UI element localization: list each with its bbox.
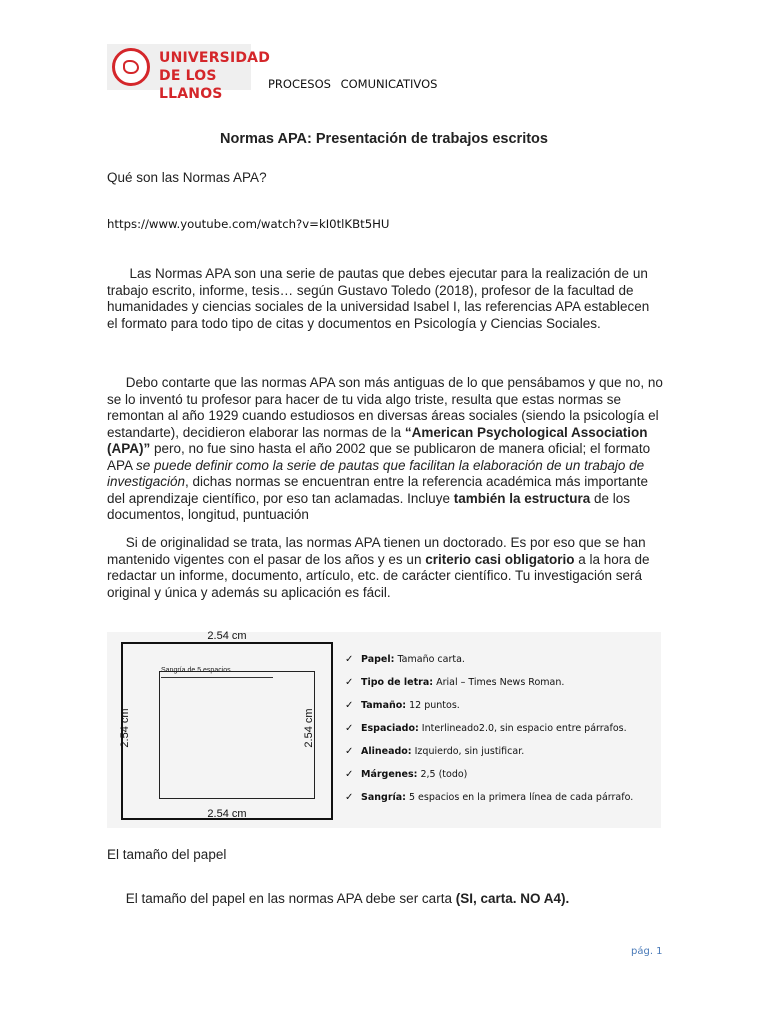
university-logo [107,44,271,102]
apa-format-figure [107,632,661,828]
check-icon: ✓ [345,677,354,688]
item-value: Tamaño carta. [394,654,465,665]
list-item [345,769,633,792]
item-label: Tipo de letra: [361,677,434,688]
logo-text [159,49,270,103]
paragraph-4 [107,891,663,908]
page-number: pág. 1 [631,946,663,957]
item-value: 2,5 (todo) [417,769,468,780]
logo-line-2: DE LOS LLANOS [159,68,223,102]
p2-text-c: pero, no fue sino hasta el año 2002 que se publicaron de manera oficial; el formato APA [107,441,651,473]
check-icon: ✓ [345,700,354,711]
item-value: Izquierdo, sin justificar. [411,746,525,757]
p2-structure: también la estructura [453,490,591,506]
list-item [345,677,633,700]
p2-definition: se puede definir como la serie de pautas que facilitan la elaboración de un trabajo de investigación [107,457,645,489]
p2-text-a: Debo contarte que las normas APA son más antiguas de lo que pensábamos y que no, no se lo inventó tu profesor para hacer de tu vida algo triste, resulta que estas normas se remontan al año 1929 cuando estudiosos en diversas áreas sociales (siendo la psicología el estandarte), decidieron elaborar las normas de la [107,375,663,440]
university-seal-icon [112,48,150,86]
p2-apa-name: “American Psychological Association (APA)” [107,424,648,456]
p4-emphasis: (SI, carta. NO A4). [455,891,570,906]
item-value: Interlineado2.0, sin espacio entre párrafos. [418,723,627,734]
list-item [345,654,633,677]
item-label: Espaciado: [361,723,419,734]
list-item [345,700,633,723]
check-icon: ✓ [345,792,354,803]
paragraph-3 [107,535,663,601]
indent-label: Sangría de 5 espacios. [161,667,233,674]
format-checklist [345,654,633,815]
margin-left-label: 2.54 cm [119,708,131,748]
check-icon: ✓ [345,723,354,734]
margin-right-label: 2.54 cm [303,708,315,748]
list-item [345,723,633,746]
item-label: Alineado: [361,746,412,757]
item-value: 5 espacios en la primera línea de cada párrafo. [405,792,634,803]
item-value: 12 puntos. [406,700,460,711]
margin-bottom-label: 2.54 cm [207,808,247,820]
item-label: Tamaño: [361,700,407,711]
logo-line-1: UNIVERSIDAD [159,50,271,66]
item-label: Sangría: [361,792,406,803]
margin-area [159,671,315,799]
item-label: Márgenes: [361,769,418,780]
p4-text-a: El tamaño del papel en las normas APA debe ser carta [107,891,456,906]
course-name: PROCESOS COMUNICATIVOS [268,77,438,91]
item-value: Arial – Times News Roman. [433,677,565,688]
p2-text-g: de los documentos, longitud, puntuación [107,490,631,522]
section-question: Qué son las Normas APA? [107,170,267,185]
margin-top-label: 2.54 cm [207,630,247,642]
paragraph-2 [107,375,663,524]
paragraph-1: Las Normas APA son una serie de pautas que debes ejecutar para la realización de un trabajo escrito, informe, tesis… según Gustavo Toledo (2018), profesor de la facultad de humanidades y ciencias sociales de la universidad Isabel I, las referencias APA establecen el formato para todo tipo de citas y documentos en Psicología y Ciencias Sociales. [107,266,650,331]
p2-text-e: , dichas normas se encuentran entre la referencia académica más importante del aprendizaje científico, por eso tan aclamadas. Incluye [107,474,649,506]
p3-criterio: criterio casi obligatorio [425,551,575,567]
list-item [345,792,633,815]
p3-text-a: Si de originalidad se trata, las normas APA tienen un doctorado. Es por eso que se han mantenido vigentes con el pasar de los años y es un [107,535,646,567]
indent-line [161,677,273,678]
check-icon: ✓ [345,746,354,757]
item-label: Papel: [361,654,395,665]
document-title: Normas APA: Presentación de trabajos escritos [220,131,548,147]
check-icon: ✓ [345,654,354,665]
video-link[interactable]: https://www.youtube.com/watch?v=kI0tlKBt5HU [107,217,390,231]
check-icon: ✓ [345,769,354,780]
list-item [345,746,633,769]
p3-text-c: a la hora de redactar un informe, documento, artículo, etc. de carácter científico. Tu investigación será original y única y además su aplicación es fácil. [107,551,650,600]
figure-caption: El tamaño del papel [107,847,227,862]
